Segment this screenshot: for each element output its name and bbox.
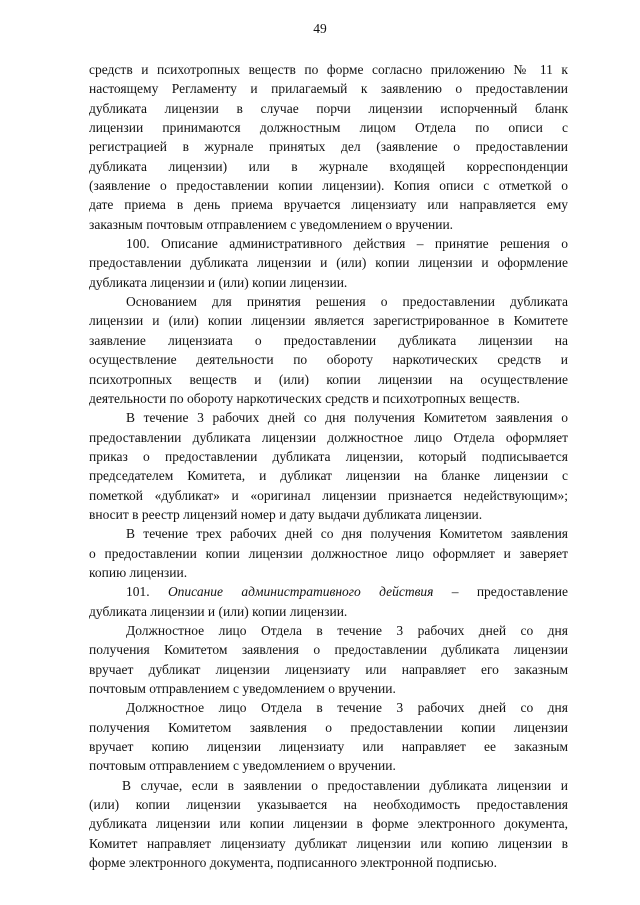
paragraph-8 [89,698,568,775]
text-line: вносит в реестр лицензий номер и дату выдачи дубликата лицензии. [89,506,483,522]
paragraph-9 [89,776,568,873]
paragraph-6 [89,582,568,621]
text-line: осуществление деятельности по обороту наркотических средств и [89,352,568,368]
text-line: дате приема в день приема вручается лицензиату или направляется ему [89,197,568,213]
text-line: лицензии и (или) копии лицензии является зарегистрированное в Комитете [89,313,568,329]
text-line: копию лицензии. [89,564,188,580]
text-line: настоящему Регламенту и прилагаемый к заявлению о предоставлении [89,81,568,97]
text-line: предоставлении дубликата лицензии и (или) копии лицензии и оформление [89,255,568,271]
section-number: 101. [126,584,168,600]
text-line: получения Комитетом заявления о предоставлении копии лицензии [89,719,568,735]
text-line: дубликата лицензии или копии лицензии в форме электронного документа, [89,816,568,832]
text-line: пометкой «дубликат» и «оригинал лицензии признается недействующим»; [89,487,568,503]
text-line: (заявление о предоставлении копии лицензии). Копия описи с отметкой о [89,178,568,194]
text-line: вручает дубликат лицензии лицензиату или направляет его заказным [89,661,568,677]
text-line: дубликата лицензии и (или) копии лицензии. [89,274,348,290]
text-line: заказным почтовым отправлением с уведомлением о вручении. [89,216,454,232]
paragraph-2 [89,234,568,292]
text-line: 100. Описание административного действия – принятие решения о [126,236,568,252]
italic-heading: Описание административного действия [167,584,434,600]
text-line: деятельности по обороту наркотических средств и психотропных веществ. [89,390,520,406]
text-line [89,582,568,601]
text-line: Должностное лицо Отдела в течение 3 рабочих дней со дня [126,622,568,638]
text-line: средств и психотропных веществ по форме согласно приложению № 11 к [89,62,568,77]
text-line: почтовым отправлением с уведомлением о вручении. [89,758,396,774]
text-line: получения Комитетом заявления о предоставлении дубликата лицензии [89,642,568,658]
text-line: лицензии принимаются должностным лицом Отдела по описи с [89,120,568,136]
text-line: дубликата лицензии) или в журнале входящей корреспонденции [89,158,568,174]
text-line: Должностное лицо Отдела в течение 3 рабочих дней со дня [126,700,568,716]
text-line: (или) копии лицензии указывается на необходимость предоставления [89,797,568,813]
text-line: дубликата лицензии и (или) копии лицензии. [89,603,348,619]
text-line: психотропных веществ и (или) копии лицензии на осуществление [89,371,568,387]
text-line: Комитет направляет лицензиату дубликат лицензии или копию лицензии в [89,835,568,851]
text-line: Основанием для принятия решения о предоставлении дубликата [126,294,568,310]
text-line: В случае, если в заявлении о предоставлении дубликата лицензии и [122,777,568,793]
heading-suffix: – предоставление [433,584,568,600]
text-line: о предоставлении копии лицензии должностное лицо оформляет и заверяет [89,545,568,561]
paragraph-3 [89,292,568,408]
text-line: заявление лицензиата о предоставлении дубликата лицензии на [89,332,568,348]
text-line: дубликата лицензии в случае порчи лицензии испорченный бланк [89,100,568,116]
paragraph-1 [89,60,568,234]
text-line: регистрацией в журнале принятых дел (заявление о предоставлении [89,139,568,155]
text-line: почтовым отправлением с уведомлением о вручении. [89,681,396,696]
text-line: приказ о предоставлении дубликата лицензии, который подписывается [89,448,568,464]
text-line: предоставлении дубликата лицензии должностное лицо Отдела оформляет [89,429,568,445]
text-line: вручает копию лицензии лицензиату или направляет ее заказным [89,739,568,755]
text-line: В течение трех рабочих дней со дня получения Комитетом заявления [126,526,568,542]
text-line: В течение 3 рабочих дней со дня получения Комитетом заявления о [126,410,568,426]
paragraph-4 [89,408,568,524]
paragraph-7 [89,621,568,698]
text-line: председателем Комитета, и дубликат лицензии на бланке лицензии с [89,468,568,484]
paragraph-5 [89,524,568,582]
document-body [89,60,568,872]
text-line: форме электронного документа, подписанного электронной подписью. [89,855,497,871]
page-number: 49 [313,21,327,36]
